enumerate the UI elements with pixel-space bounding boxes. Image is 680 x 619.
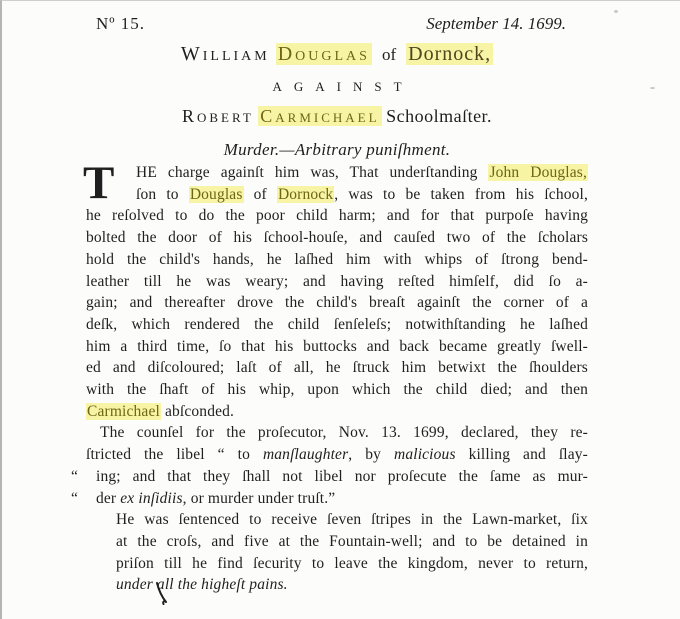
text-line (71, 466, 588, 488)
text-line (116, 509, 588, 531)
case-title-pursuer (86, 43, 588, 66)
text-segment: of (243, 185, 277, 203)
text-segment: leather till he was weary; and having reſted himſelf, did ſo a- (86, 272, 588, 290)
text-segment: ſon to (136, 185, 189, 203)
text-segment: ſtricted the libel “ to (86, 446, 263, 464)
text-line (86, 184, 588, 206)
text-segment: , was to be taken from his ſchool, (334, 185, 589, 203)
text-segment: deſk, which rendered the child ſenſeleſs; notwithſtanding he laſhed (86, 315, 588, 333)
text-segment: killing and ſlay- (455, 446, 588, 464)
pursuer-name: William (180, 43, 270, 65)
text-segment: ex inſidiis (120, 489, 183, 507)
defender-name: Robert (181, 106, 254, 126)
text-line (86, 422, 588, 444)
title-block (86, 43, 588, 160)
against-label: AGAINST (272, 79, 414, 94)
text-line (86, 336, 588, 358)
text-segment: bolted the door of his ſchool-houſe, and cauſed two of the ſcholars (86, 229, 588, 247)
text-line (86, 444, 588, 466)
text-segment: ed and diſcoloured; laſt of all, he ſtruck him betwixt the ſhoulders (86, 359, 588, 377)
text-line (86, 249, 588, 271)
ink-mark (153, 582, 171, 606)
text-segment: malicious (394, 446, 456, 464)
text-segment: he reſolved to do the poor child harm; and for that purpoſe having (86, 207, 588, 225)
text-segment: manſlaughter (262, 446, 349, 464)
case-subject: Murder.—Arbitrary puniſhment. (223, 140, 451, 159)
highlighted-text: Dornock (277, 185, 334, 203)
text-line (86, 357, 588, 379)
text-line (86, 162, 588, 184)
highlighted-text: Dornock, (408, 43, 492, 65)
defender-occupation: Schoolmaſter. (386, 106, 493, 126)
case-title-defender (86, 106, 588, 127)
title-of: of (381, 45, 397, 64)
document-body (71, 157, 589, 596)
text-line (86, 379, 588, 401)
text-segment: priſon till he find ſecurity to leave the kingdom, never to return, (116, 554, 588, 572)
text-segment: “ (71, 467, 79, 485)
header-date: September 14. 1699. (426, 14, 566, 33)
paragraph (83, 157, 589, 422)
text-line (116, 574, 588, 596)
highlighted-text: Carmichael (87, 402, 160, 420)
text-segment: ing; and that they ſhall not libel nor proſecute the ſame as mur- (96, 467, 588, 485)
highlighted-text: Douglas (189, 185, 243, 203)
text-line (86, 292, 588, 314)
paragraph (116, 509, 588, 596)
text-line (86, 227, 588, 249)
text-segment: with the ſhaft of his whip, upon which the child died; and then (86, 381, 588, 399)
text-segment: hold the child's hands, he laſhed him with whips of ſtrong bend- (86, 250, 588, 268)
text-line (116, 553, 588, 575)
text-segment: der (96, 489, 121, 507)
text-segment: He was ſentenced to receive ſeven ſtripes in the Lawn-market, ſix (116, 511, 588, 529)
text-line (86, 205, 588, 227)
text-segment: “ (71, 489, 79, 507)
text-segment: The counſel for the proſecutor, Nov. 13. 1699, declared, they re- (100, 424, 588, 442)
page-header (86, 14, 588, 34)
text-line (71, 488, 588, 510)
scan-speck (614, 10, 618, 13)
text-segment: HE charge againſt him was, That underſtanding (136, 164, 489, 181)
paragraph (71, 422, 588, 509)
text-line (86, 271, 588, 293)
case-number: Nº 15. (96, 14, 146, 33)
highlighted-text: Carmichael (260, 106, 380, 126)
highlighted-text: Douglas (277, 43, 370, 65)
text-segment: gain; and thereafter drove the child's breaſt againſt the corner of a (86, 294, 588, 312)
text-line (86, 401, 588, 423)
text-segment: abſconded. (160, 402, 235, 420)
text-segment: at the croſs, and five at the Fountain-well; and to be detained in (116, 532, 588, 550)
text-line (86, 314, 588, 336)
text-segment: , or murder under truſt.” (182, 489, 336, 507)
highlighted-text: John Douglas, (489, 164, 587, 181)
text-segment: under all the higheſt pains. (116, 576, 288, 594)
drop-cap: T (83, 157, 115, 209)
text-line (116, 531, 588, 553)
text-segment: , by (348, 446, 394, 464)
text-segment: him a third time, ſo that his buttocks and back became greatly ſwell- (86, 337, 588, 355)
scan-speck (650, 87, 655, 89)
